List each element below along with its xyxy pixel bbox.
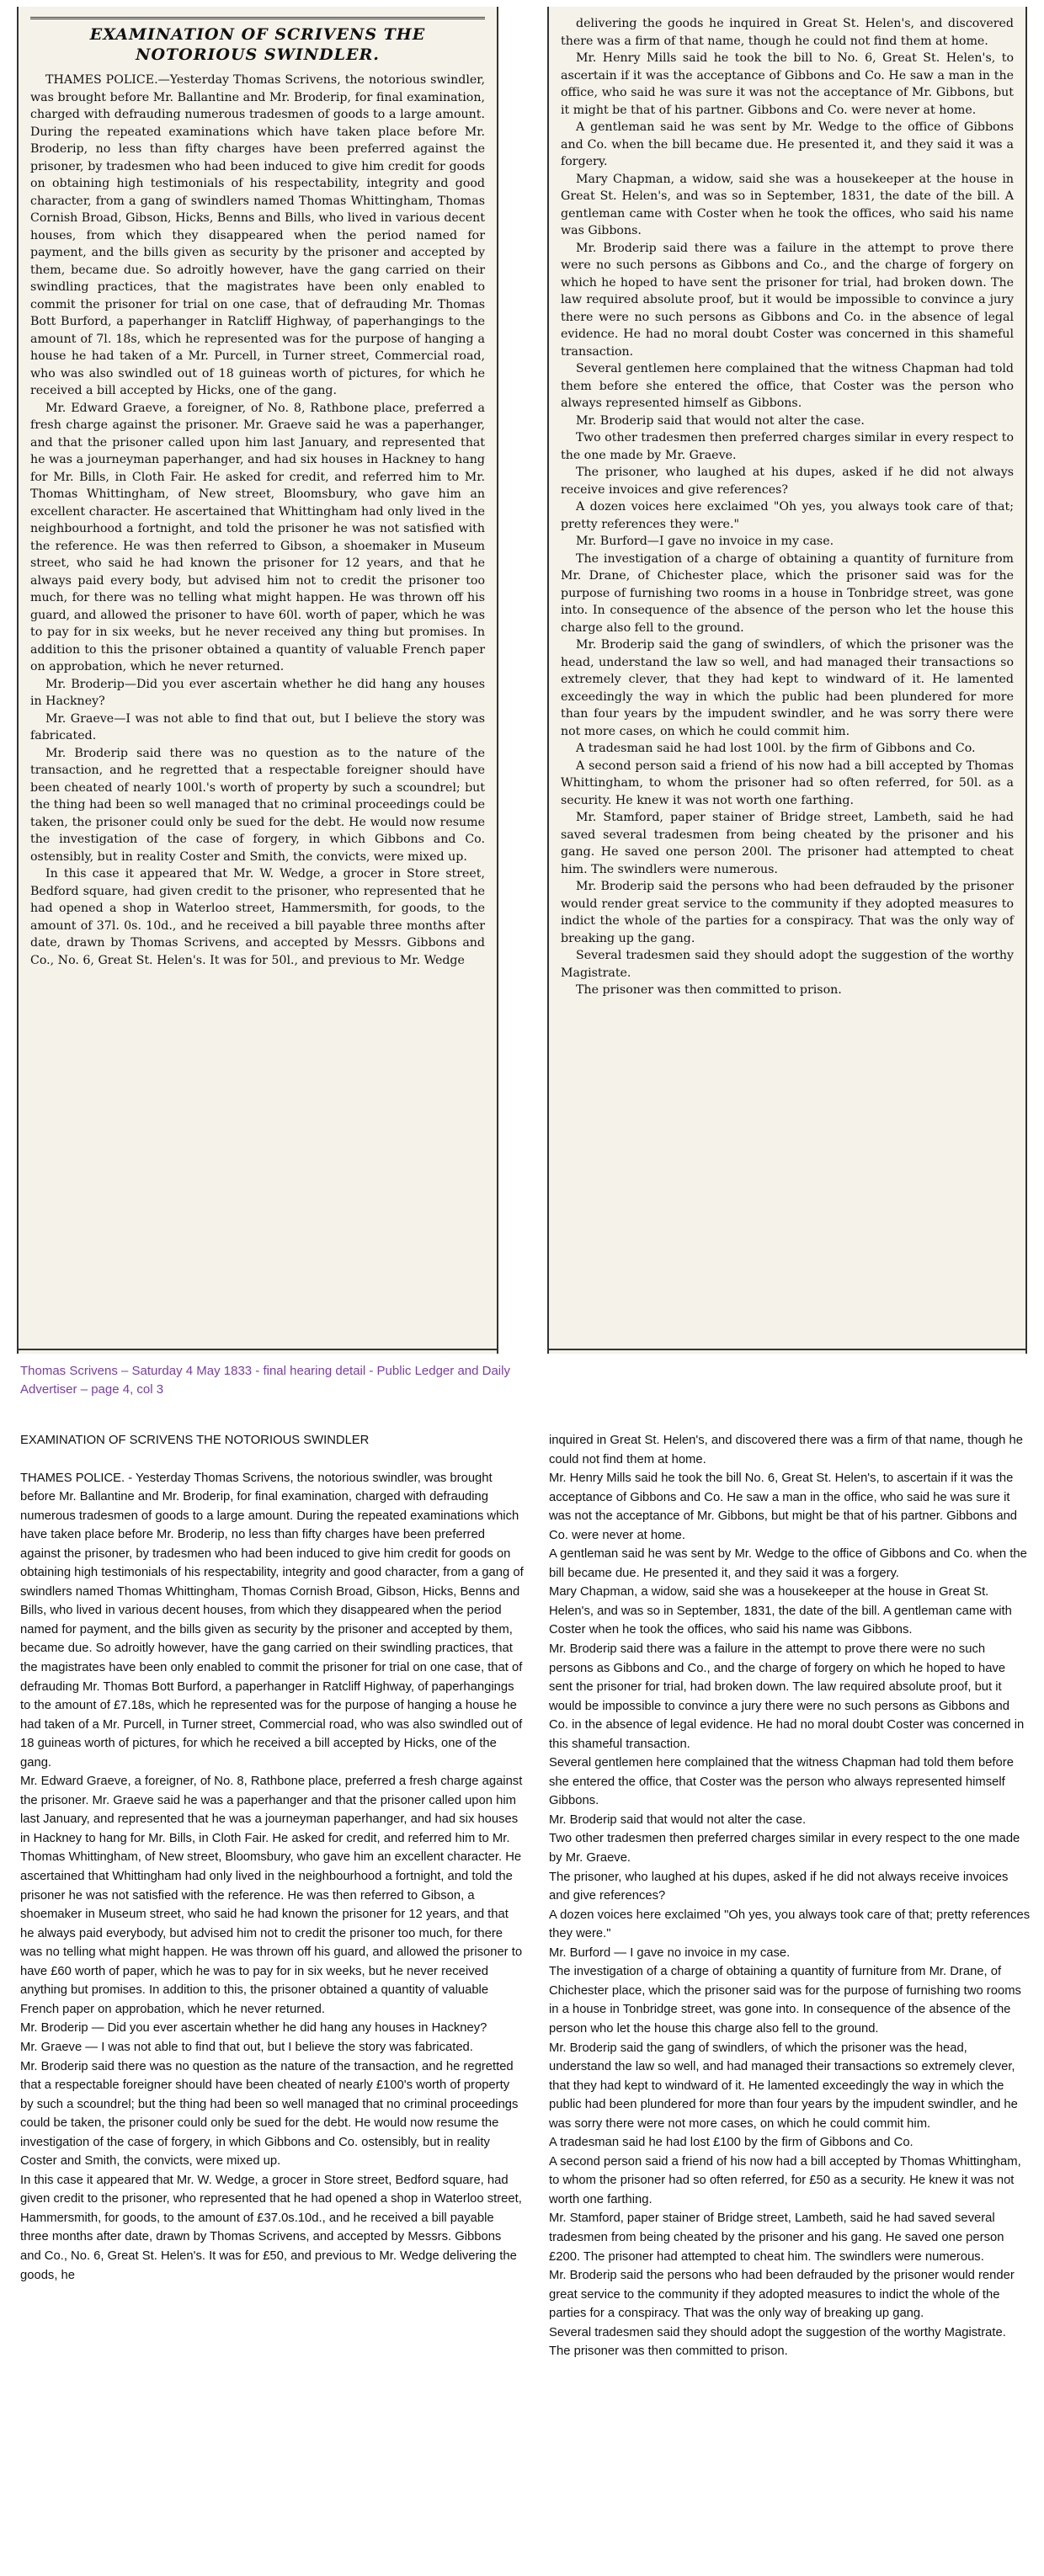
transcript-paragraph: Mr. Broderip said the gang of swindlers, of which the prisoner was the head, understand the law so well, and had managed their transactions so extremely clever, that they had kept to windward of it. He lamented exceedingly the way in which the public had been plundered for more than four years by the impudent swindler, and he was sorry there were not more cases, on which he could commit him. xyxy=(549,2041,1018,2131)
transcript-paragraph: In this case it appeared that Mr. W. Wedge, a grocer in Store street, Bedford square, had given credit to the prisoner, who represented that he had opened a shop in Waterloo street, Hammersmith, for goods, to the amount of £37.0s.10d., and he received a bill payable three months after date, drawn by Thomas Scrivens, and accepted by Messrs. Gibbons and Co., No. 6, Great St. Helen's. It was for £50, and previous to Mr. Wedge delivering the goods, he xyxy=(20,2173,522,2282)
transcript-paragraph: Mr. Stamford, paper stainer of Bridge street, Lambeth, said he had saved several tradesmen from being cheated by the prisoner and his gang. He saved one person £200. The prisoner had attempted to cheat him. The swindlers were numerous. xyxy=(549,2211,1004,2264)
transcript-title: EXAMINATION OF SCRIVENS THE NOTORIOUS SWINDLER xyxy=(20,1434,370,1447)
scan-paragraph: The investigation of a charge of obtaining a quantity of furniture from Mr. Drane, of Chichester place, which the prisoner said was for the purpose of furnishing two rooms in a house in Tonbridge street, was gone into. In consequence of the absence of the person who let the house this charge also fell to the ground. xyxy=(561,551,1014,635)
scan-column-left xyxy=(17,7,498,1354)
transcript-column-left xyxy=(20,1431,525,2285)
scan-paragraph: Mr. Henry Mills said he took the bill to No. 6, Great St. Helen's, to ascertain if it was the acceptance of Gibbons and Co. He saw a man in the office, who said he was sure it was not the acceptance of Mr. Gibbons, but it might be that of his partner. Gibbons and Co. were never at home. xyxy=(561,51,1014,117)
transcript-paragraph: Mr. Broderip said there was no question as the nature of the transaction, and he regretted that a respectable foreigner should have been cheated of nearly £100's worth of property by such a scoundrel; but the thing had been so well managed that no criminal proceedings could be taken, the prisoner could only be sued for the debt. He would now resume the investigation of the case of forgery, in which Gibbons and Co. ostensibly, but in reality Coster and Smith, the convicts, were mixed up. xyxy=(20,2059,519,2169)
transcript-paragraph: Mr. Edward Graeve, a foreigner, of No. 8, Rathbone place, preferred a fresh charge against the prisoner. Mr. Graeve said he was a paperhanger and that the prisoner called upon him last January, and represented that he was a journeyman paperhanger, and had six houses in Hackney to hang for Mr. Bills, in Cloth Fair. He asked for credit, and referred him to Mr. Thomas Whittingham, of New street, Bloomsbury, who gave him an excellent character. He ascertained that Whittingham had only lived in the neighbourhood a fortnight, and told the prisoner he was not satisfied with the reference. He was then referred to Gibson, a shoemaker in Museum street, who said he had known the prisoner for 12 years, and that he always paid everybody, but advised him not to credit the prisoner too much, for there was no telling what might happen. He was thrown off his guard, and allowed the prisoner to have £60 worth of paper, which he was to pay for in six weeks, but he never received anything but promises. In addition to this, the prisoner obtained a quantity of valuable French paper on approbation, which he never returned. xyxy=(20,1775,523,2016)
transcript-paragraph: Several gentlemen here complained that the witness Chapman had told them before she entered the office, that Coster was the person who always represented himself Gibbons. xyxy=(549,1756,1014,1808)
transcript-paragraph: Mr. Henry Mills said he took the bill No. 6, Great St. Helen's, to ascertain if it was the acceptance of Gibbons and Co. He saw a man in the office, who said he was sure it was not the acceptance of Mr. Gibbons, but might be that of his partner. Gibbons and Co. were never at home. xyxy=(549,1472,1018,1542)
transcript-paragraph: A tradesman said he had lost £100 by the firm of Gibbons and Co. xyxy=(549,2136,914,2150)
transcript-paragraph: Mr. Broderip said that would not alter the case. xyxy=(549,1812,807,1827)
scan-paragraph: Mr. Broderip said that would not alter the case. xyxy=(576,413,865,428)
transcript-column-right xyxy=(549,1431,1032,2361)
scan-paragraph: delivering the goods he inquired in Great St. Helen's, and discovered there was a firm of that name, though he could not find them at home. xyxy=(561,17,1014,48)
transcript-paragraph: Mr. Broderip said there was a failure in the attempt to prove there were no such persons as Gibbons and Co., and the charge of forgery on which he hoped to have sent the prisoner for trial, had broken down. The law required absolute proof, but it would be impossible to convince a jury there were no such persons as Gibbons and Co. in the absence of legal evidence. He had no moral doubt Coster was concerned in this shameful transaction. xyxy=(549,1642,1025,1751)
scan-paragraph: Mr. Broderip said the gang of swindlers, of which the prisoner was the head, understand the law so well, and had managed their transactions so extremely clever, that they had kept to windward of it. He lamented exceedingly the way in which the public had been plundered for more than four years by the impudent swindler, and he was sorry there were not more cases, on which he could commit him. xyxy=(561,638,1014,738)
scan-paragraph: A tradesman said he had lost 100l. by the firm of Gibbons and Co. xyxy=(576,742,976,755)
column-rule xyxy=(549,1349,1025,1354)
transcript-paragraph: Mary Chapman, a widow, said she was a housekeeper at the house in Great St. Helen's, and was so in September, 1831, the date of the bill. A gentleman came with Coster when he took the offices, who said his name was Gibbons. xyxy=(549,1585,1012,1637)
transcript-paragraph: Mr. Burford — I gave no invoice in my case. xyxy=(549,1945,791,1960)
transcript-paragraph: Several tradesmen said they should adopt the suggestion of the worthy Magistrate. xyxy=(549,2325,1006,2339)
transcript-paragraph: Mr. Graeve — I was not able to find that out, but I believe the story was fabricated. xyxy=(20,2040,473,2054)
transcript-paragraph: The prisoner, who laughed at his dupes, asked if he did not always receive invoices and give references? xyxy=(549,1870,1009,1903)
scan-paragraph: Several tradesmen said they should adopt the suggestion of the worthy Magistrate. xyxy=(561,949,1014,980)
transcript-paragraph: THAMES POLICE. - Yesterday Thomas Scrivens, the notorious swindler, was brought before Mr. Ballantine and Mr. Broderip, for final examination, charged with defrauding numerous tradesmen of goods to a large amount. During the repeated examinations which have taken place before Mr. Broderip, no less than fifty charges have been preferred against the prisoner, by tradesmen who had been induced to give him credit for goods on obtaining high testimonials of his respectability, integrity and good character, from a gang of swindlers named Thomas Whittingham, Thomas Cornish Broad, Gibson, Hicks, Benns and Bills, who lived in various decent houses, from which they disappeared when the period named for payment, and the bills given as security by the prisoner and accepted by them, became due. So adroitly however, have the gang carried on their swindling practices, that the magistrates have been only enabled to commit the prisoner for trial on one case, that of defrauding Mr. Thomas Bott Burford, a paperhanger in Ratcliff Highway, of paperhangings to the amount of £7.18s, which he represented was for the purpose of hanging a house he had taken of a Mr. Purcell, in Turner street, Commercial road, who was also swindled out of 18 guineas worth of pictures, for which he received a bill accepted by Hicks, one of the gang. xyxy=(20,1471,524,1770)
scan-paragraph: Mary Chapman, a widow, said she was a housekeeper at the house in Great St. Helen's, and was so in September, 1831, the date of the bill. A gentleman came with Coster when he took the offices, who said his name was Gibbons. xyxy=(561,172,1014,237)
scan-headline: EXAMINATION OF SCRIVENS THE NOTORIOUS SWINDLER. xyxy=(30,17,485,65)
scan-paragraph: THAMES POLICE.—Yesterday Thomas Scrivens, the notorious swindler, was brought before Mr. Ballantine and Mr. Broderip, for final examination, charged with defrauding numerous tradesmen of goods to a large amount. During the repeated examinations which have taken place before Mr. Broderip, no less than fifty charges have been preferred against the prisoner, by tradesmen who had been induced to give him credit for goods on obtaining high testimonials of his respectability, integrity and good character, from a gang of swindlers named Thomas Whittingham, Thomas Cornish Broad, Gibson, Hicks, Benns and Bills, who lived in various decent houses, from which they disappeared when the period named for payment, and the bills given as security by the prisoner and accepted by them, became due. So adroitly however, have the gang carried on their swindling practices, that the magistrates have been only enabled to commit the prisoner for trial on one case, that of defrauding Mr. Thomas Bott Burford, a paperhanger in Ratcliff Highway, of paperhangings to the amount of 7l. 18s, which he represented was for the purpose of hanging a house he had taken of a Mr. Purcell, in Turner street, Commercial road, who was also swindled out of 18 guineas worth of pictures, for which he received a bill accepted by Hicks, one of the gang. xyxy=(30,73,485,397)
image-caption: Thomas Scrivens – Saturday 4 May 1833 - final hearing detail - Public Ledger and Daily Advertiser – page 4, col 3 xyxy=(20,1364,510,1397)
scan-paragraph: Mr. Stamford, paper stainer of Bridge street, Lambeth, said he had saved several tradesmen from being cheated by the prisoner and his gang. He saved one person 200l. The prisoner had attempted to cheat him. The swindlers were numerous. xyxy=(561,811,1014,876)
scan-paragraph: A dozen voices here exclaimed "Oh yes, you always took care of that; pretty references they were." xyxy=(561,500,1014,531)
scan-paragraph: The prisoner, who laughed at his dupes, asked if he did not always receive invoices and give references? xyxy=(561,466,1014,497)
scan-paragraph: A gentleman said he was sent by Mr. Wedge to the office of Gibbons and Co. when the bill became due. He presented it, and they said it was a forgery. xyxy=(561,120,1014,168)
transcript-paragraph: A second person said a friend of his now had a bill accepted by Thomas Whittingham, to whom the prisoner had so often referred, for £50 as a security. He knew it was not worth one farthing. xyxy=(549,2154,1021,2206)
column-rule xyxy=(19,1349,497,1354)
transcript-paragraph: The prisoner was then committed to prison. xyxy=(549,2344,788,2359)
scan-paragraph: Mr. Broderip said there was a failure in the attempt to prove there were no such persons as Gibbons and Co., and the charge of forgery on which he hoped to have sent the prisoner for trial, had broken down. The law required absolute proof, but it would be impossible to convince a jury there were no such persons as Gibbons and Co. in the absence of legal evidence. He had no moral doubt Coster was concerned in this shameful transaction. xyxy=(561,241,1014,359)
scan-paragraph: A second person said a friend of his now had a bill accepted by Thomas Whittingham, to whom the prisoner had so often referred, for 50l. as a security. He knew it was not worth one farthing. xyxy=(561,758,1014,807)
transcript-paragraph: Mr. Broderip — Did you ever ascertain whether he did hang any houses in Hackney? xyxy=(20,2021,487,2036)
scan-paragraph: In this case it appeared that Mr. W. Wedge, a grocer in Store street, Bedford square, had given credit to the prisoner, who represented that he had opened a shop in Waterloo street, Hammersmith, for goods, to the amount of 37l. 0s. 10d., and he received a bill payable three months after date, drawn by Thomas Scrivens, and accepted by Messrs. Gibbons and Co., No. 6, Great St. Helen's. It was for 50l., and previous to Mr. Wedge xyxy=(30,867,485,967)
transcript-paragraph: Two other tradesmen then preferred charges similar in every respect to the one made by Mr. Graeve. xyxy=(549,1832,1020,1865)
transcript-paragraph: The investigation of a charge of obtaining a quantity of furniture from Mr. Drane, of Chichester place, which the prisoner said was for the purpose of furnishing two rooms in a house in Tonbridge street, was gone into. In consequence of the absence of the person who let the house this charge also fell to the ground. xyxy=(549,1965,1021,2036)
scan-paragraph: Two other tradesmen then preferred charges similar in every respect to the one made by Mr. Graeve. xyxy=(561,431,1014,462)
scan-paragraph: Mr. Broderip—Did you ever ascertain whether he did hang any houses in Hackney? xyxy=(30,677,485,708)
scan-paragraph: Several gentlemen here complained that the witness Chapman had told them before she entered the office, that Coster was the person who always represented himself as Gibbons. xyxy=(561,362,1014,410)
scan-paragraph: The prisoner was then committed to prison. xyxy=(576,983,842,997)
scan-paragraph: Mr. Burford—I gave no invoice in my case. xyxy=(576,535,834,548)
scan-paragraph: Mr. Broderip said there was no question as to the nature of the transaction, and he regretted that a respectable foreigner should have been cheated of nearly 100l.'s worth of property by such a scoundrel; but the thing had been so well managed that no criminal proceedings could be taken, the prisoner could only be sued for the debt. He would now resume the investigation of the case of forgery, in which Gibbons and Co. ostensibly, but in reality Coster and Smith, the convicts, were mixed up. xyxy=(30,746,485,864)
transcript-paragraph: Mr. Broderip said the persons who had been defrauded by the prisoner would render great service to the community if they adopted measures to indict the whole of the parties for a conspiracy. That was the only way of breaking up gang. xyxy=(549,2269,1015,2321)
transcript-paragraph: inquired in Great St. Helen's, and discovered there was a firm of that name, though he could not find them at home. xyxy=(549,1434,1023,1466)
scan-column-right xyxy=(547,7,1027,1354)
scan-paragraph: Mr. Broderip said the persons who had been defrauded by the prisoner would render great service to the community if they adopted measures to indict the whole of the parties for a conspiracy. That was the only way of breaking up the gang. xyxy=(561,880,1014,945)
transcript-paragraph: A dozen voices here exclaimed "Oh yes, you always took care of that; pretty references they were." xyxy=(549,1908,1031,1941)
scan-paragraph: Mr. Edward Graeve, a foreigner, of No. 8, Rathbone place, preferred a fresh charge against the prisoner. Mr. Graeve said he was a paperhanger, and that the prisoner called upon him last January, and represented that he was a journeyman paperhanger, and had six houses in Hackney to hang for Mr. Bills, in Cloth Fair. He asked for credit, and referred him to Mr. Thomas Whittingham, of New street, Bloomsbury, who gave him an excellent character. He ascertained that Whittingham had only lived in the neighbourhood a fortnight, and told the prisoner he was not satisfied with the reference. He was then referred to Gibson, a shoemaker in Museum street, who said he had known the prisoner for 12 years, and that he always paid every body, but advised him not to credit the prisoner too much, for there was no telling what might happen. He was thrown off his guard, and allowed the prisoner to have 60l. worth of paper, which he was to pay for in six weeks, but he never received any thing but promises. In addition to this the prisoner obtained a quantity of valuable French paper on approbation, which he never returned. xyxy=(30,401,485,673)
scan-paragraph: Mr. Graeve—I was not able to find that out, but I believe the story was fabricated. xyxy=(30,711,485,742)
transcript-paragraph: A gentleman said he was sent by Mr. Wedge to the office of Gibbons and Co. when the bill became due. He presented it, and they said it was a forgery. xyxy=(549,1547,1027,1580)
newspaper-scan xyxy=(17,7,1027,1354)
